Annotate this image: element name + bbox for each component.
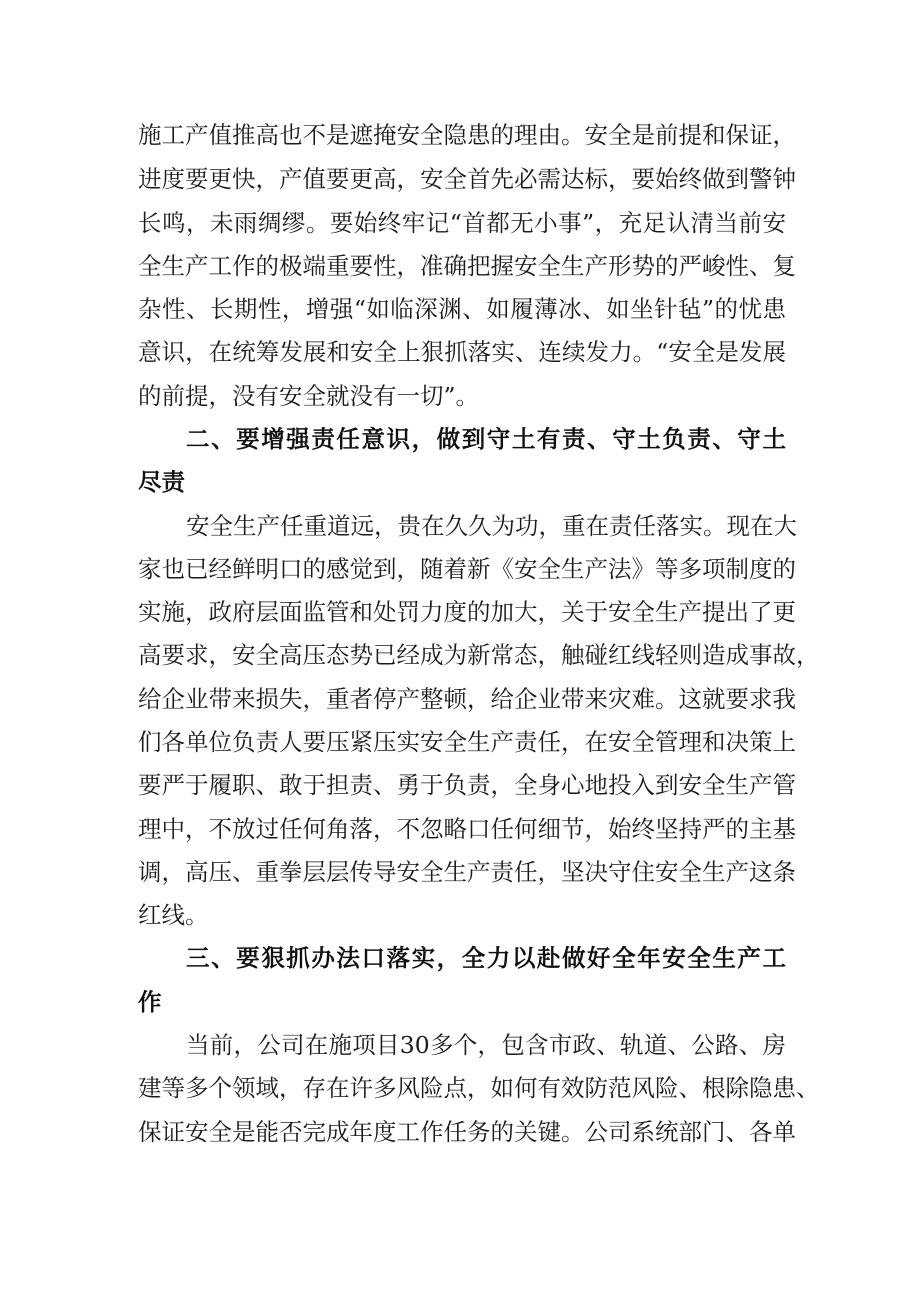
body-text-line: 家也已经鲜明口的感觉到，随着新《安全生产法》等多项制度的	[138, 555, 796, 583]
section-heading-2-continued: 尽责	[138, 468, 185, 496]
body-text-line: 建等多个领域，存在许多风险点，如何有效防范风险、根除隐患、	[138, 1074, 820, 1102]
body-text-line: 调，高压、重拳层层传导安全生产责任，坚决守住安全生产这条	[138, 858, 796, 886]
body-text-line: 给企业带来损失，重者停产整顿，给企业带来灾难。这就要求我	[138, 685, 796, 713]
body-text-line: 安全生产任重道远，贵在久久为功，重在责任落实。现在大	[186, 512, 797, 540]
body-text-line: 理中，不放过任何角落，不忽略口任何细节，始终坚持严的主基	[138, 815, 796, 843]
body-text-line: 意识，在统筹发展和安全上狠抓落实、连续发力。“安全是发展	[138, 338, 786, 366]
body-text-line: 当前，公司在施项目30多个，包含市政、轨道、公路、房	[186, 1031, 786, 1059]
body-text-line: 进度要更快，产值要更高，安全首先必需达标，要始终做到警钟	[138, 165, 796, 193]
body-text-line: 高要求，安全高压态势已经成为新常态，触碰红线轻则造成事故，	[138, 641, 820, 669]
body-text-line: 全生产工作的极端重要性，准确把握安全生产形势的严峻性、复	[138, 252, 796, 280]
body-text-line: 红线。	[138, 901, 209, 929]
body-text-line: 保证安全是能否完成年度工作任务的关键。公司系统部门、各单	[138, 1118, 796, 1146]
section-heading-3-continued: 作	[138, 988, 162, 1016]
section-heading-2: 二、要增强责任意识，做到守土有责、守土负责、守土	[186, 425, 786, 453]
body-text-line: 们各单位负责人要压紧压实安全生产责任，在安全管理和决策上	[138, 728, 796, 756]
body-text-line: 施工产值推高也不是遮掩安全隐患的理由。安全是前提和保证，	[138, 121, 796, 149]
body-text-line: 实施，政府层面监管和处罚力度的加大，关于安全生产提出了更	[138, 598, 796, 626]
body-text-line: 杂性、长期性，增强“如临深渊、如履薄冰、如坐针毡”的忧患	[138, 295, 786, 323]
section-heading-3: 三、要狠抓办法口落实，全力以赴做好全年安全生产工	[186, 944, 786, 972]
body-text-line: 长鸣，未雨绸缪。要始终牢记“首都无小事”，充足认清当前安	[138, 209, 786, 237]
body-text-line: 要严于履职、敢于担责、勇于负责，全身心地投入到安全生产管	[138, 771, 796, 799]
body-text-line: 的前提，没有安全就没有一切”。	[138, 382, 480, 410]
